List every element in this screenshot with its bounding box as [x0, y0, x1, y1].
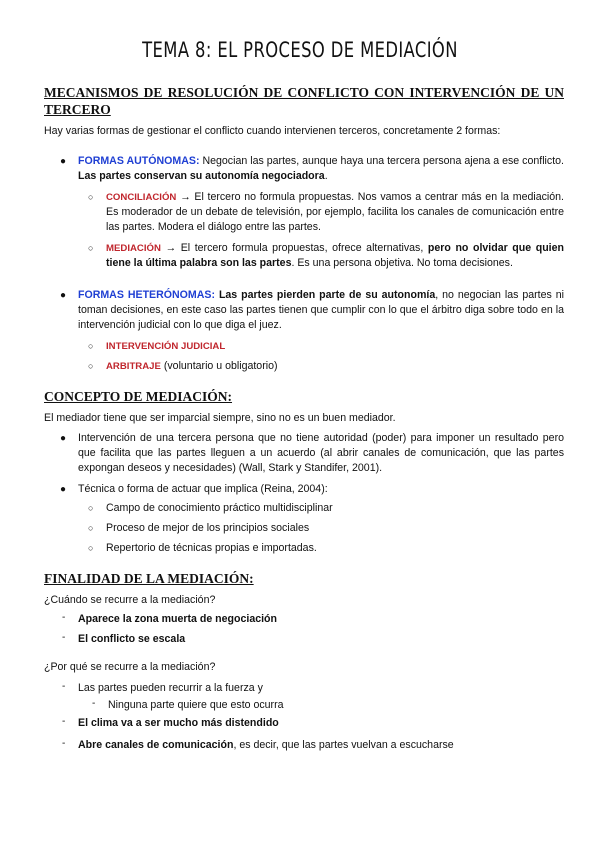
circle-bullet-icon: ○ [88, 361, 94, 371]
section-heading-finalidad: FINALIDAD DE LA MEDIACIÓN: [44, 571, 254, 586]
dash-bullet-icon: - [92, 698, 96, 709]
formas-heteronomas-label: FORMAS HETERÓNOMAS: [78, 289, 215, 301]
arbitraje-label: ARBITRAJE [106, 361, 161, 372]
dash-bullet-icon: - [62, 612, 66, 623]
mediacion-label: MEDIACIÓN [106, 243, 161, 254]
question-por-que: ¿Por qué se recurre a la mediación? [44, 661, 216, 673]
intro-paragraph: Hay varias formas de gestionar el conflicto cuando intervienen terceros, concretamente 2 formas: [44, 125, 501, 137]
mediacion-end: . Es una persona objetiva. No toma decisiones. [291, 257, 513, 269]
mediacion-item [106, 241, 564, 271]
dash-bullet-icon: - [62, 738, 66, 749]
cuando-item [78, 632, 598, 647]
section-heading-concepto: CONCEPTO DE MEDIACIÓN: [44, 389, 233, 404]
section-heading-mecanismos [44, 84, 564, 118]
por-que-item: Las partes pueden recurrir a la fuerza y [78, 682, 263, 694]
concepto-sub-item: Campo de conocimiento práctico multidisciplinar [106, 502, 333, 514]
circle-bullet-icon: ○ [88, 192, 94, 202]
concepto-sub-item: Repertorio de técnicas propias e importadas. [106, 542, 317, 554]
mediacion-text: → El tercero formula propuestas, ofrece alternativas, [160, 242, 428, 254]
por-que-item-text: , es decir, que las partes vuelvan a escucharse [233, 739, 454, 751]
conciliacion-text: → El tercero no formula propuestas. Nos vamos a centrar más en la mediación. Es moderador de un debate de televisión, por ejemplo, facilita los canales de comunicación entre las partes. Modera el diálogo entre las partes. [106, 191, 564, 233]
arbitraje-item [106, 359, 564, 374]
page-title: TEMA 8: EL PROCESO DE MEDIACIÓN [142, 38, 458, 62]
question-cuando: ¿Cuándo se recurre a la mediación? [44, 594, 216, 606]
concepto-bullet-1: Intervención de una tercera persona que no tiene autoridad (poder) para imponer un resultado pero que facilita que las partes lleguen a un acuerdo (al abrir canales de comunicación, que las partes expongan deseos y necesidades) (Wall, Stark y Standifer, 2001). [78, 432, 564, 474]
bullet-dot-icon: ● [60, 290, 67, 301]
dash-bullet-icon: - [62, 681, 66, 692]
por-que-item-bold: Abre canales de comunicación [78, 739, 234, 751]
formas-heteronomas-bold: Las partes pierden parte de su autonomía [214, 289, 436, 301]
bullet-dot-icon: ● [60, 156, 67, 167]
dash-bullet-icon: - [62, 716, 66, 727]
formas-autonomas-text: Negocian las partes, aunque haya una tercera persona ajena a ese conflicto. [199, 155, 564, 167]
formas-autonomas-label: FORMAS AUTÓNOMAS: [78, 155, 200, 167]
concepto-intro: El mediador tiene que ser imparcial siempre, sino no es un buen mediador. [44, 412, 396, 424]
arbitraje-text: (voluntario u obligatorio) [160, 360, 278, 372]
formas-heteronomas-text: , no negocian las partes ni toman decisiones, en este caso las partes tienen que cumplir con lo que el árbitro diga sobre todo en la intervención judicial con lo que diga el juez. [78, 289, 565, 331]
circle-bullet-icon: ○ [88, 243, 94, 253]
por-que-sub-item: Ninguna parte quiere que esto ocurra [108, 699, 284, 711]
cuando-item [78, 612, 598, 627]
por-que-item-bold: El clima va a ser mucho más distendido [78, 717, 279, 729]
mediacion-bold: pero no olvidar que quien tiene la última palabra son las partes [106, 242, 564, 269]
heading-line-1: MECANISMOS DE RESOLUCIÓN DE CONFLICTO CON INTERVENCIÓN DE UN [44, 85, 564, 100]
bullet-dot-icon: ● [60, 484, 67, 495]
circle-bullet-icon: ○ [88, 543, 94, 553]
formas-autonomas-item [78, 154, 564, 184]
conciliacion-label: CONCILIACIÓN [106, 192, 177, 203]
intervencion-judicial-item [106, 339, 564, 354]
concepto-sub-item: Proceso de mejor de los principios sociales [106, 522, 310, 534]
cuando-item-text: Aparece la zona muerta de negociación [78, 613, 277, 625]
circle-bullet-icon: ○ [88, 523, 94, 533]
formas-heteronomas-item [78, 288, 564, 333]
por-que-item [78, 716, 598, 731]
concepto-bullet-2: Técnica o forma de actuar que implica (Reina, 2004): [78, 483, 328, 495]
conciliacion-item [106, 190, 564, 235]
por-que-item [78, 738, 598, 753]
intervencion-judicial-label: INTERVENCIÓN JUDICIAL [106, 341, 226, 352]
formas-autonomas-bold: Las partes conservan su autonomía negociadora [78, 170, 325, 182]
circle-bullet-icon: ○ [88, 503, 94, 513]
dash-bullet-icon: - [62, 632, 66, 643]
heading-line-2: TERCERO [44, 102, 111, 117]
cuando-item-text: El conflicto se escala [78, 633, 186, 645]
circle-bullet-icon: ○ [88, 341, 94, 351]
bullet-dot-icon: ● [60, 433, 67, 444]
formas-autonomas-end: . [324, 170, 328, 182]
